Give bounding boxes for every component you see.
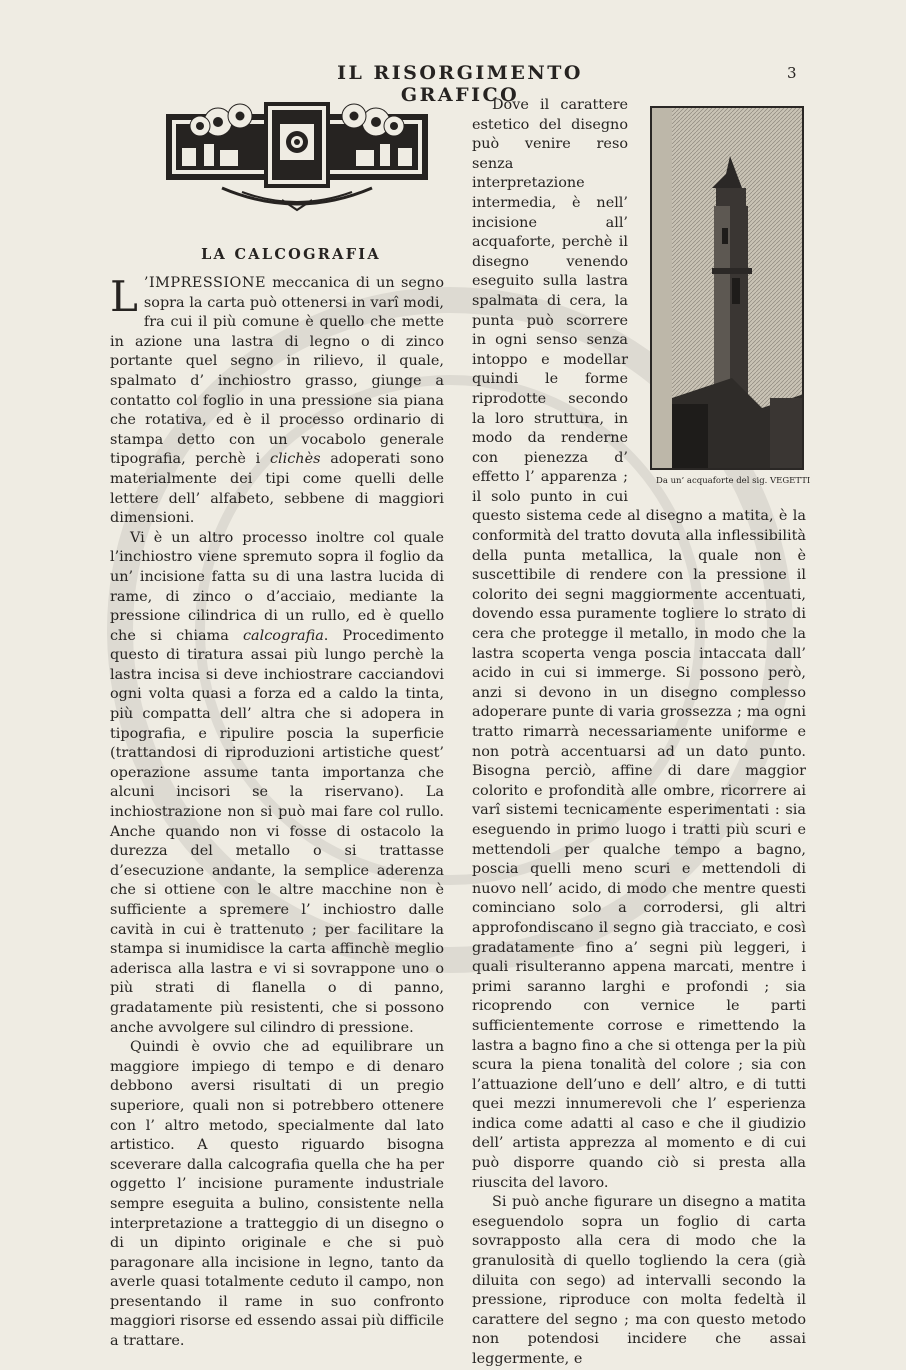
left-column	[110, 274, 444, 1352]
page-number: 3	[787, 64, 797, 82]
italic-term: clichès	[269, 451, 321, 468]
paragraph-4: Da un’ acquaforte del sig. VEGETTI Dove il carattere estetico del disegno può venire reso senza interpretazione intermedia, è nell’ incisione all’ acquaforte, perchè il disegno venendo eseguito sulla lastra spalmata di cera, la punta può scorrere in ogni senso senza intoppo e modellar quindi le forme riprodotte secondo la loro struttura, in modo da renderne con pienezza d’ effetto l’ apparenza ; il solo punto in cui questo sistema cede al disegno a matita, è la conformità del tratto dovuta alla inflessibilità della punta metallica, la quale non è suscettibile di rendere con la pressione il colorito dei segni maggiormente accentuati, dovendo essa puramente togliere lo strato di cera che protegge il metallo, in modo che la lastra scoperta venga poscia intaccata dall’ acido in cui si immerge. Si possono però, anzi si devono in un disegno complesso adoperare punte di varia grossezza ; ma ogni tratto rimarrà necessariamente uniforme e non potrà accentuarsi ad un dato punto. Bisogna perciò, affine di dare maggior colorito e profondità alle ombre, ricorrere ai varî sistemi tecnicamente esperimentati : sia eseguendo in primo luogo i tratti più scuri e mettendoli per qualche tempo a bagno, poscia quelli meno scuri e mettendoli di nuovo nell’ acido, di modo che mentre questi cominciano solo a corrodersi, gli altri approfondiscano il segno già tracciato, e così gradatamente fino a’ segni più leggeri, i quali risulteranno appena marcati, mentre i primi saranno larghi e profondi ; sia ricoprendo con vernice le parti sufficientemente corrose e rimettendo la lastra a bagno fino a che si ottenga per la più scura la piena tonalità del colore ; sia con l’attuazione dell’uno e dell’ altro, e di tutti quei mezzi innumerevoli che l’ esperienza indica come adatti al caso e che il giudizio dell’ artista apprezza al momento e di cui può disporre quando ciò si presta alla riuscita del lavoro.	[472, 96, 806, 1193]
etching-figure	[636, 106, 811, 487]
article-title: LA CALCOGRAFIA	[201, 246, 381, 263]
figure-caption: Da un’ acquaforte del sig. VEGETTI	[656, 476, 811, 486]
dropcap: L	[110, 272, 138, 321]
italic-term: calcografia	[242, 627, 324, 644]
lead-word: ’IMPRESSIONE	[143, 275, 266, 291]
running-title: IL RISORGIMENTO GRAFICO	[337, 62, 583, 106]
paragraph-3: Quindi è ovvio che ad equilibrare un maggiore impiego di tempo e di denaro debbono aversi risultati di un pregio superiore, quali non si potrebbero ottenere con l’ altro metodo, specialmente dal lato artistico. A questo riguardo bisogna sceverare dalla calcografia quella che ha per oggetto l’ incisione puramente industriale sempre eseguita a bulino, consistente nella interpretazione a tratteggio di un disegno o di un dipinto originale e che si può paragonare alla incisione in legno, tanto da averle quasi totalmente ceduto il campo, non presentando il rame in suo confronto maggiori risorse ed essendo assai più difficile a trattare.	[110, 1039, 444, 1350]
paragraph-5: Si può anche figurare un disegno a matita eseguendolo sopra un foglio di carta sovrapposto alla cera di modo che la granulosità di quello togliendo la cera (già diluita con sego) ad intervalli secondo la pressione, riproduce con molta fedeltà il carattere del segno ; ma con questo metodo non potendosi incidere che assai leggermente, e	[472, 1194, 806, 1367]
paragraph-1: L ’IMPRESSIONE meccanica di un segno sopra la carta può ottenersi in varî modi, fra cui il più comune è quello che mette in azione una lastra di legno o di zinco portante quel segno in rilievo, il quale, spalmato d’ inchiostro grasso, giunge a contatto col foglio in una pressione sia piana che rotativa, ed è il processo ordinario di stampa detto con un vocabolo generale tipografia, perchè i clichès adoperati sono materialmente dei tipi come quelli delle lettere dell’ alfabeto, sebbene di maggiori dimensioni.	[110, 272, 444, 527]
bell-tower-etching	[672, 108, 804, 468]
etching-image	[650, 106, 804, 470]
right-column	[472, 96, 811, 1370]
ornamental-headpiece	[162, 100, 432, 220]
paragraph-2: Vi è un altro processo inoltre col quale l’inchiostro viene spremuto sopra il foglio da un’ incisione fatta su di una lastra lucida di rame, di zinco o d’acciaio, mediante la pressione cilindrica di un rullo, ed è quello che si chiama calcografia. Procedimento questo di tiratura assai più lungo perchè la lastra incisa si deve inchiostrare cacciandovi ogni volta quasi a forza ed a caldo la tinta, più compatta dell’ altra che si adopera in tipografia, e ripulire poscia la superficie (trattandosi di riproduzioni artistiche quest’ operazione assume tanta importanza che alcuni incisori se la riservano). La inchiostrazione non si può mai fare col rullo. Anche quando non vi fosse di ostacolo la durezza del metallo o si trattasse d’esecuzione andante, la semplice aderenza che si ottiene con le altre macchine non è sufficiente a spremere l’ inchiostro dalle cavità in cui è trattenuto ; per facilitare la stampa si inumidisce la carta affinchè meglio aderisca alla lastra e vi si sovrappone uno o più strati di flanella o di panno, gradatamente più resistenti, che si possono anche avvolgere sul cilindro di pressione.	[110, 529, 444, 1036]
